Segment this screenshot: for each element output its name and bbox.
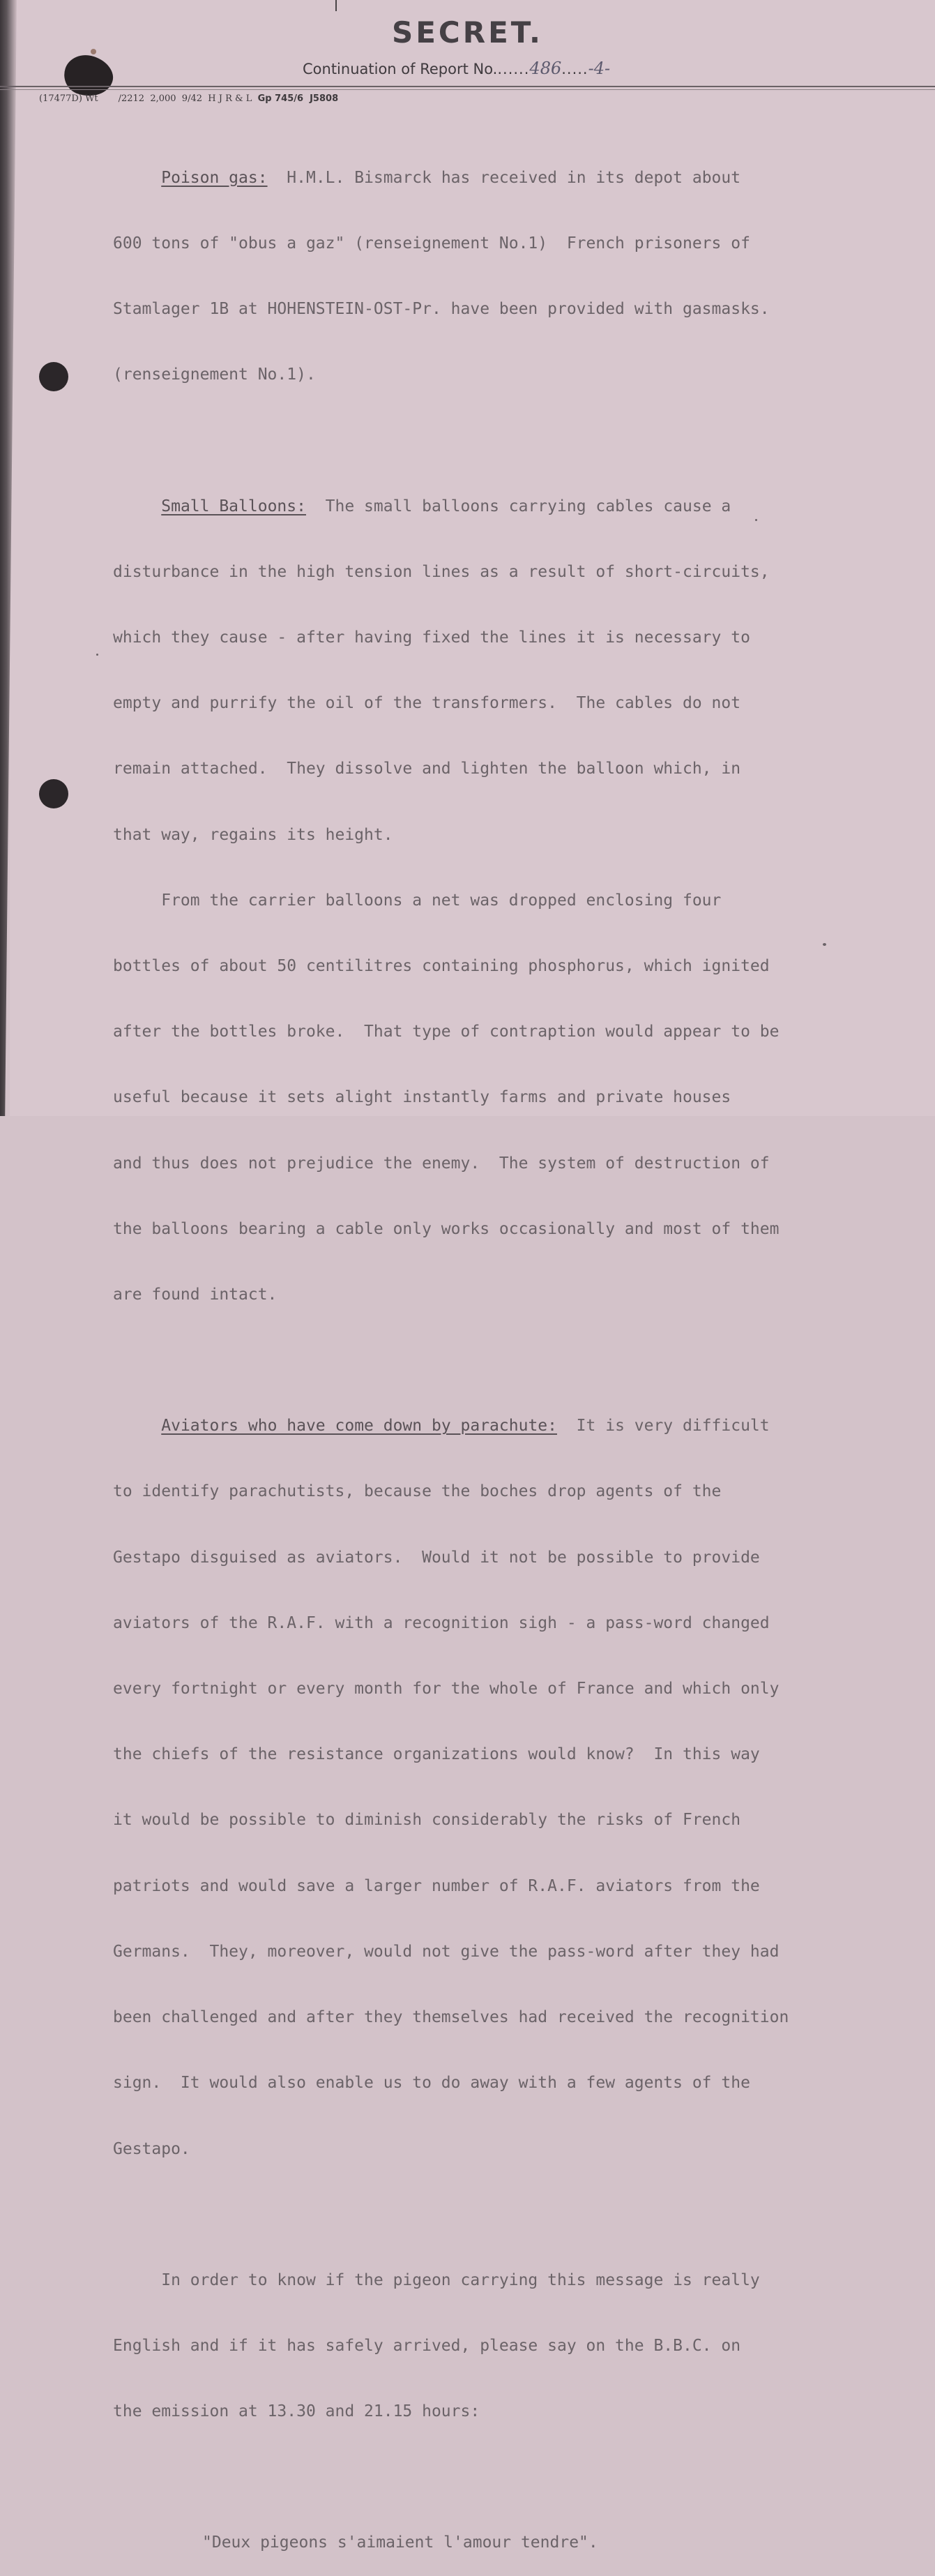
paper-speck	[96, 654, 98, 656]
text-line: disturbance in the high tension lines as a result of short-circuits,	[113, 562, 770, 581]
text-line: Poison gas: H.M.L. Bismarck has received in its depot about	[161, 168, 741, 187]
report-number: 486	[529, 59, 562, 78]
text-line: Small Balloons: The small balloons carrying cables cause a	[161, 497, 731, 515]
text-line: English and if it has safely arrived, please say on the B.B.C. on	[113, 2336, 741, 2355]
text-line: Stamlager 1B at HOHENSTEIN-OST-Pr. have been provided with gasmasks.	[113, 300, 770, 319]
classification-title: SECRET.	[391, 15, 544, 50]
text-line: useful because it sets alight instantly farms and private houses	[113, 1088, 731, 1107]
text-line: bottles of about 50 centilitres containing phosphorus, which ignited	[113, 957, 770, 976]
paper-speck	[823, 943, 826, 946]
text-line: remain attached. They dissolve and lighten the balloon which, in	[113, 760, 741, 778]
text-line: From the carrier balloons a net was dropped enclosing four	[113, 891, 722, 910]
text-line: aviators of the R.A.F. with a recognition sigh - a pass-word changed	[113, 1613, 770, 1632]
leader-dots: ......	[497, 61, 530, 77]
text-line: it would be possible to diminish considerably the risks of French	[113, 1811, 741, 1830]
header-rule	[0, 86, 935, 87]
text-line: the balloons bearing a cable only works occasionally and most of them	[113, 1219, 780, 1238]
paper-speck	[755, 519, 757, 521]
text-line: after the bottles broke. That type of contraption would appear to be	[113, 1023, 780, 1041]
text-line: (renseignement No.1).	[113, 366, 316, 384]
text-line: Gestapo.	[113, 2139, 190, 2158]
section-heading-small-balloons: Small Balloons:	[161, 497, 306, 515]
header-rule-thin	[0, 89, 935, 90]
text-line: are found intact.	[113, 1286, 278, 1304]
text-line: 600 tons of "obus a gaz" (renseignement No.1) French prisoners of	[113, 234, 750, 253]
recognition-phrase: "Deux pigeons s'aimaient l'amour tendre".	[202, 2533, 598, 2552]
text-line: to identify parachutists, because the boches drop agents of the	[113, 1482, 722, 1501]
page-number: -4-	[588, 59, 611, 78]
report-body	[113, 123, 894, 2576]
text-line: Gestapo disguised as aviators. Would it not be possible to provide	[113, 1548, 760, 1567]
rust-spot	[91, 49, 96, 54]
text-line: Germans. They, moreover, would not give the pass-word after they had	[113, 1942, 780, 1961]
leader-dots: .....	[561, 61, 588, 77]
text-line: every fortnight or every month for the whole of France and which only	[113, 1680, 780, 1698]
continuation-line	[303, 59, 610, 78]
print-reference: (17477D) Wt /2212 2,000 9/42 H J R & L Gp 745/6 J5808	[39, 93, 339, 104]
text-line: patriots and would save a larger number of R.A.F. aviators from the	[113, 1876, 760, 1895]
text-line: Aviators who have come down by parachute: It is very difficult	[161, 1417, 770, 1436]
section-heading-aviators: Aviators who have come down by parachute:	[161, 1417, 557, 1436]
text-line: sign. It would also enable us to do away with a few agents of the	[113, 2074, 750, 2093]
text-line: and thus does not prejudice the enemy. The system of destruction of	[113, 1154, 770, 1173]
continuation-label: Continuation of Report No.	[303, 61, 498, 77]
text-line: the emission at 13.30 and 21.15 hours:	[113, 2402, 480, 2421]
punch-hole	[39, 362, 68, 391]
text-line: In order to know if the pigeon carrying this message is really	[113, 2270, 760, 2289]
text-line: which they cause - after having fixed the lines it is necessary to	[113, 628, 750, 647]
text-line: empty and purrify the oil of the transformers. The cables do not	[113, 694, 741, 713]
text-line: the chiefs of the resistance organizations would know? In this way	[113, 1745, 760, 1764]
section-heading-poison-gas: Poison gas:	[161, 168, 268, 187]
top-mark	[335, 0, 337, 11]
punch-hole	[39, 779, 68, 808]
text-line: been challenged and after they themselves had received the recognition	[113, 2008, 789, 2027]
text-line: that way, regains its height.	[113, 825, 393, 844]
